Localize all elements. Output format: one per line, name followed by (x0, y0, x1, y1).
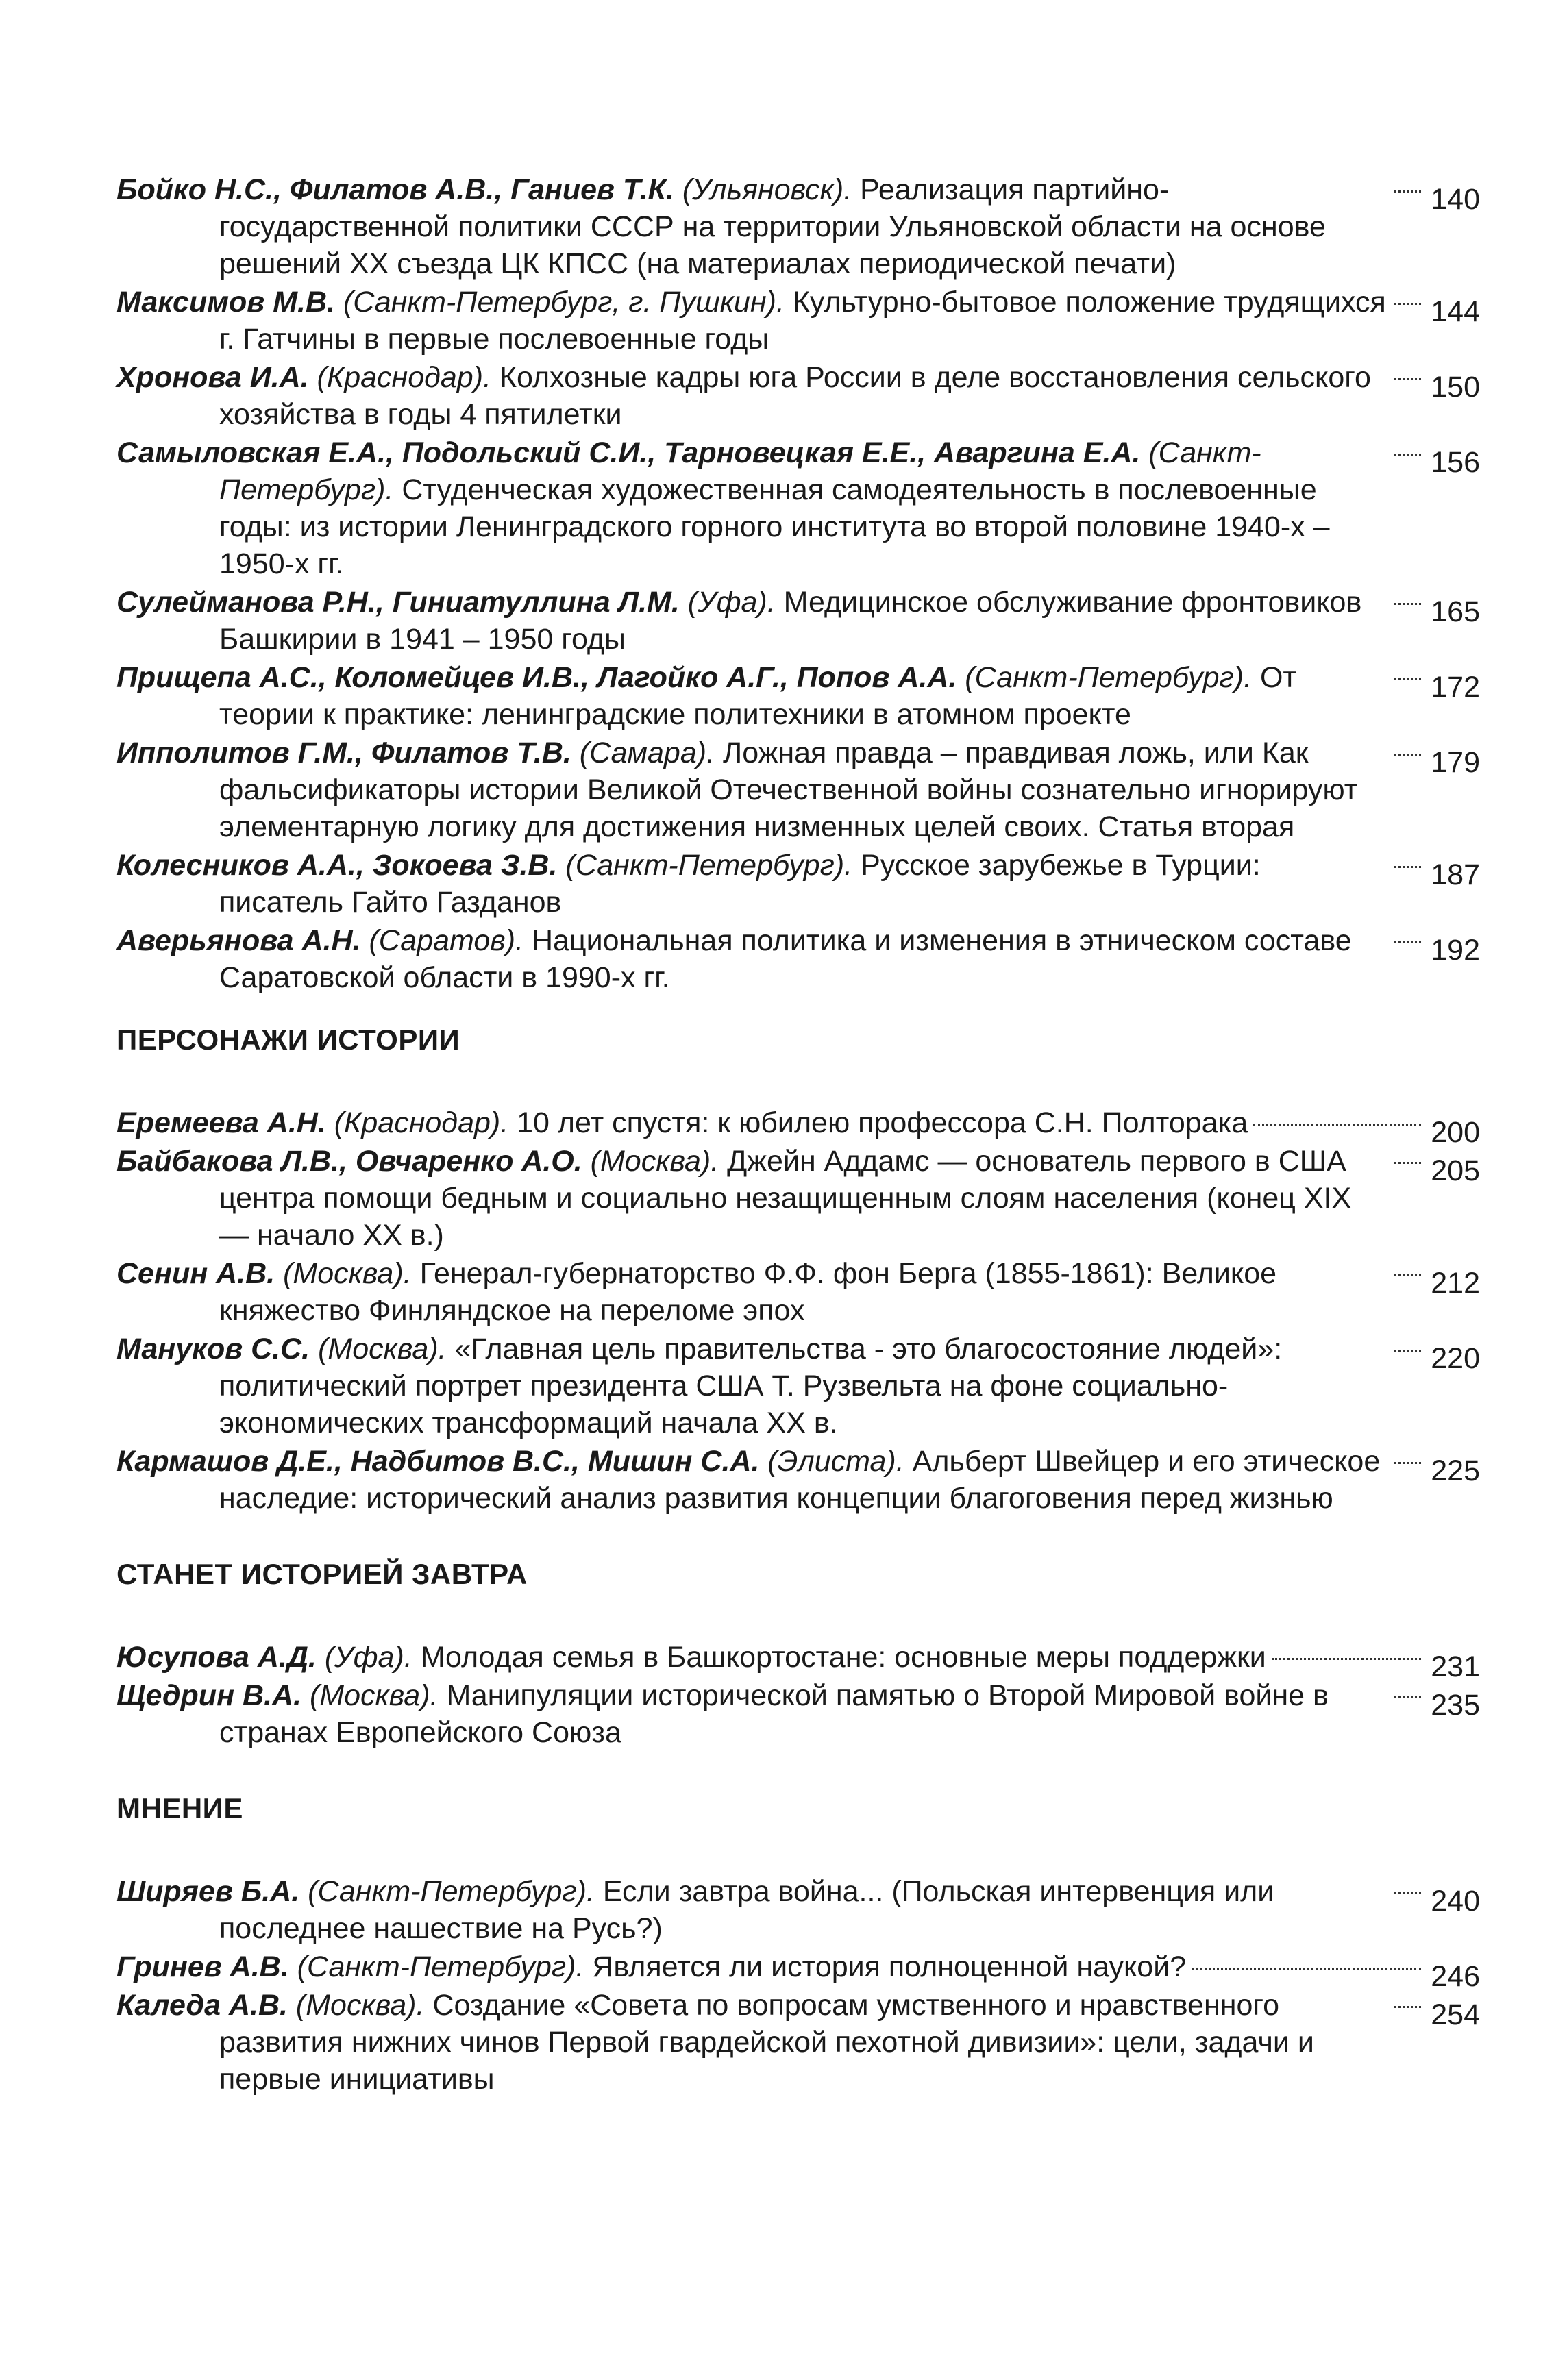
dot-leader (1394, 1274, 1421, 1276)
entry-page-number: 235 (1431, 1689, 1480, 1722)
dot-leader (1394, 1462, 1421, 1464)
entry-city: (Санкт-Петербург, г. Пушкин). (343, 286, 785, 319)
toc-group-3 (116, 1639, 1480, 1751)
entry-city: (Москва). (318, 1332, 447, 1365)
dot-leader (1394, 2006, 1421, 2008)
toc-entry (116, 171, 1480, 282)
entry-city: (Ульяновск). (682, 173, 852, 206)
dot-leader (1394, 303, 1421, 305)
toc-entry (116, 847, 1480, 921)
entry-title: Джейн Аддамс — основатель первого в США центра помощи бедным и социально незащищенным слоям населения (конец XIX — начало XX в.) (219, 1145, 1352, 1252)
entry-title: Если завтра война... (Польская интервенция или последнее нашествие на Русь?) (219, 1875, 1274, 1945)
dot-leader (1394, 1696, 1421, 1698)
entry-page-number: 212 (1431, 1267, 1480, 1300)
toc-entry (116, 922, 1480, 996)
entry-title: Русское зарубежье в Турции: писатель Гайто Газданов (219, 849, 1261, 919)
toc-entry (116, 1104, 1480, 1149)
entry-city: (Краснодар). (334, 1106, 509, 1139)
dot-leader (1394, 603, 1421, 605)
entry-city: (Москва). (295, 1989, 425, 2022)
dot-leader (1394, 678, 1421, 680)
entry-city: (Москва). (309, 1679, 439, 1712)
toc-entry (116, 659, 1480, 733)
entry-title: Студенческая художественная самодеятельность в послевоенные годы: из истории Ленинградского горного института во второй половине 1940-х – 1950-х гг. (219, 473, 1330, 580)
toc-entry (116, 434, 1480, 582)
section-heading: СТАНЕТ ИСТОРИЕЙ ЗАВТРА (116, 1558, 528, 1590)
entry-authors: Юсупова А.Д. (116, 1641, 317, 1674)
entry-title: Генерал-губернаторство Ф.Ф. фон Берга (1855-1861): Великое княжество Финляндское на переломе эпох (219, 1257, 1277, 1327)
section-heading: ПЕРСОНАЖИ ИСТОРИИ (116, 1024, 460, 1056)
toc-entry (116, 584, 1480, 658)
entry-title: Манипуляции исторической памятью о Второй Мировой войне в странах Европейского Союза (219, 1679, 1329, 1749)
entry-city: (Краснодар). (317, 361, 491, 394)
entry-authors: Аверьянова А.Н. (116, 924, 361, 957)
entry-title: Медицинское обслуживание фронтовиков Башкирии в 1941 – 1950 годы (219, 586, 1362, 656)
entry-page-number: 172 (1431, 671, 1480, 704)
entry-authors: Хронова И.А. (116, 361, 309, 394)
entry-city: (Москва). (283, 1257, 412, 1290)
toc-entry (116, 1639, 1480, 1683)
dot-leader (1394, 454, 1421, 456)
dot-leader (1394, 866, 1421, 868)
dot-leader (1394, 941, 1421, 943)
toc-entry (116, 284, 1480, 358)
table-of-contents (116, 171, 1480, 2099)
entry-authors: Гринев А.В. (116, 1950, 289, 1983)
entry-authors: Щедрин В.А. (116, 1679, 301, 1712)
toc-entry (116, 1987, 1480, 2098)
entry-authors: Байбакова Л.В., Овчаренко А.О. (116, 1145, 582, 1178)
entry-title: Молодая семья в Башкортостане: основные меры поддержки (420, 1641, 1266, 1674)
entry-page-number: 165 (1431, 595, 1480, 628)
entry-authors: Колесников А.А., Зокоева З.В. (116, 849, 558, 882)
entry-city: (Элиста). (767, 1445, 904, 1478)
toc-entry (116, 1443, 1480, 1517)
entry-title: Ложная правда – правдивая ложь, или Как фальсификаторы истории Великой Отечественной войны сознательно игнорируют элементарную логику для достижения низменных целей своих. Статья вторая (219, 736, 1358, 843)
dot-leader (1394, 1162, 1421, 1164)
entry-page-number: 140 (1431, 183, 1480, 216)
toc-entry (116, 1873, 1480, 1947)
entry-page-number: 254 (1431, 1998, 1480, 2031)
entry-page-number: 200 (1431, 1116, 1480, 1149)
entry-authors: Еремеева А.Н. (116, 1106, 326, 1139)
entry-page-number: 192 (1431, 934, 1480, 967)
entry-page-number: 179 (1431, 746, 1480, 779)
entry-authors: Максимов М.В. (116, 286, 335, 319)
dot-leader (1272, 1658, 1421, 1660)
entry-page-number: 187 (1431, 858, 1480, 891)
entry-city: (Москва). (590, 1145, 719, 1178)
toc-entry (116, 734, 1480, 845)
toc-group-1 (116, 171, 1480, 996)
toc-entry (116, 1948, 1480, 1993)
dot-leader (1394, 754, 1421, 756)
toc-group-4 (116, 1873, 1480, 2098)
entry-authors: Сулейманова Р.Н., Гиниатуллина Л.М. (116, 586, 680, 619)
entry-authors: Мануков С.С. (116, 1332, 310, 1365)
entry-page-number: 205 (1431, 1154, 1480, 1187)
entry-city: (Санкт-Петербург). (965, 661, 1253, 694)
entry-city: (Уфа). (687, 586, 776, 619)
entry-page-number: 240 (1431, 1885, 1480, 1918)
entry-authors: Ипполитов Г.М., Филатов Т.В. (116, 736, 571, 769)
section-heading: МНЕНИЕ (116, 1792, 243, 1824)
entry-page-number: 144 (1431, 295, 1480, 328)
dot-leader (1394, 1350, 1421, 1352)
dot-leader (1192, 1968, 1421, 1970)
toc-entry (116, 1330, 1480, 1441)
entry-page-number: 220 (1431, 1342, 1480, 1375)
toc-entry (116, 1143, 1480, 1254)
entry-page-number: 156 (1431, 446, 1480, 479)
entry-title: Реализация партийно-государственной политики СССР на территории Ульяновской области на основе решений XX съезда ЦК КПСС (на материалах периодической печати) (219, 173, 1326, 280)
entry-page-number: 231 (1431, 1650, 1480, 1683)
entry-title: Национальная политика и изменения в этническом составе Саратовской области в 1990-х гг. (219, 924, 1352, 994)
entry-city: (Санкт-Петербург). (297, 1950, 584, 1983)
entry-authors: Каледа А.В. (116, 1989, 288, 2022)
entry-authors: Самыловская Е.А., Подольский С.И., Тарновецкая Е.Е., Аваргина Е.А. (116, 436, 1141, 469)
entry-authors: Ширяев Б.А. (116, 1875, 300, 1908)
entry-title: «Главная цель правительства - это благосостояние людей»: политический портрет президента США Т. Рузвельта на фоне социально-экономических трансформаций начала XX в. (219, 1332, 1283, 1439)
dot-leader (1394, 190, 1421, 193)
toc-group-2 (116, 1104, 1480, 1517)
entry-authors: Кармашов Д.Е., Надбитов В.С., Мишин С.А. (116, 1445, 760, 1478)
entry-title: Культурно-бытовое положение трудящихся г. Гатчины в первые послевоенные годы (219, 286, 1386, 356)
entry-page-number: 225 (1431, 1454, 1480, 1487)
entry-authors: Сенин А.В. (116, 1257, 275, 1290)
entry-title: Колхозные кадры юга России в деле восстановления сельского хозяйства в годы 4 пятилетки (219, 361, 1371, 431)
dot-leader (1394, 1892, 1421, 1894)
entry-page-number: 150 (1431, 371, 1480, 404)
dot-leader (1253, 1124, 1421, 1126)
entry-city: (Санкт-Петербург). (219, 436, 1261, 506)
entry-title: Альберт Швейцер и его этическое наследие: исторический анализ развития концепции благоговения перед жизнью (219, 1445, 1381, 1515)
entry-title: От теории к практике: ленинградские политехники в атомном проекте (219, 661, 1297, 731)
entry-city: (Санкт-Петербург). (308, 1875, 595, 1908)
dot-leader (1394, 378, 1421, 380)
entry-city: (Саратов). (369, 924, 524, 957)
entry-title: 10 лет спустя: к юбилею профессора С.Н. Полторака (517, 1106, 1248, 1139)
toc-entry (116, 359, 1480, 433)
toc-entry (116, 1255, 1480, 1329)
entry-city: (Самара). (579, 736, 715, 769)
entry-authors: Бойко Н.С., Филатов А.В., Ганиев Т.К. (116, 173, 674, 206)
entry-title: Создание «Совета по вопросам умственного и нравственного развития нижних чинов Первой гвардейской пехотной дивизии»: цели, задачи и первые инициативы (219, 1989, 1314, 2096)
entry-page-number: 246 (1431, 1960, 1480, 1993)
toc-entry (116, 1677, 1480, 1751)
entry-title: Является ли история полноценной наукой? (592, 1950, 1187, 1983)
entry-city: (Санкт-Петербург). (565, 849, 853, 882)
entry-authors: Прищепа А.С., Коломейцев И.В., Лагойко А.Г., Попов А.А. (116, 661, 957, 694)
entry-city: (Уфа). (324, 1641, 412, 1674)
